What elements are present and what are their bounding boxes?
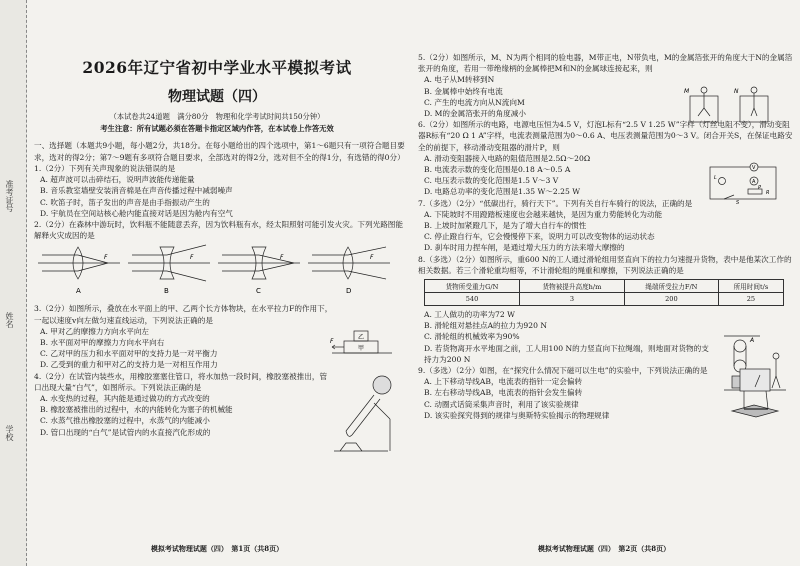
question-9-option-b: B. 左右移动导线AB，电流表的指针会发生偏转 bbox=[424, 388, 583, 398]
page-2-footer: 模拟考试物理试题（四） 第2页（共8页） bbox=[537, 544, 671, 553]
question-9 bbox=[412, 365, 796, 421]
question-5-option-c: C. 产生的电流方向从N流向M bbox=[424, 97, 525, 107]
table-cell-height: 3 bbox=[520, 293, 625, 306]
question-8-option-a: A. 工人做功的功率为72 W bbox=[424, 310, 515, 320]
exam-title: 2026年辽宁省初中学业水平模拟考试 bbox=[82, 58, 352, 77]
question-4 bbox=[28, 371, 406, 438]
exam-notice: 考生注意：所有试题必须在答题卡指定区域内作答，在本试卷上作答无效 bbox=[100, 124, 334, 133]
question-9-option-c: C. 动圈式话筒采集声音时，利用了该实验规律 bbox=[424, 399, 579, 409]
question-6-circuit-figure bbox=[704, 159, 784, 205]
question-9-magnet-figure bbox=[724, 367, 786, 431]
question-3-option-c: C. 乙对甲的压力和水平面对甲的支持力是一对平衡力 bbox=[40, 349, 218, 359]
question-5-option-a: A. 电子从M转移到N bbox=[424, 75, 495, 85]
table-cell-weight: 540 bbox=[425, 293, 520, 306]
question-8-option-b: B. 滑轮组对悬挂点A的拉力为920 N bbox=[424, 321, 547, 331]
table-header-force: 绳端所受拉力F/N bbox=[624, 280, 718, 293]
electroscope-n-label: N bbox=[734, 88, 739, 95]
question-8 bbox=[412, 254, 796, 365]
question-4-option-c: C. 水蒸气推出橡胶塞的过程中，水蒸气的内能减小 bbox=[40, 416, 210, 426]
question-2-lens-diagrams bbox=[28, 241, 398, 299]
question-7 bbox=[412, 198, 796, 254]
question-9-option-a: A. 上下移动导线AB，电流表的指针一定会偏转 bbox=[424, 377, 583, 387]
question-4-test-tube-figure bbox=[324, 373, 400, 455]
question-4-option-b: B. 橡胶塞被推出的过程中，水的内能转化为塞子的机械能 bbox=[40, 405, 233, 415]
question-6-option-b: B. 电流表示数的变化范围是0.18 A～0.5 A bbox=[424, 165, 571, 175]
question-5-stem: 5.（2分）如图所示，M、N为两个相同的验电器，M带正电，N带负电，M的金属箔张开的角度大于N的金属箔张开的角度，若用一带绝缘柄的金属棒把M和N的金属球连接起来，则 bbox=[418, 53, 793, 74]
pulley-anchor-label: A bbox=[750, 336, 755, 344]
question-9-option-d: D. 该实验探究得到的规律与奥斯特实验揭示的物理规律 bbox=[424, 410, 610, 420]
question-6-stem: 6.（2分）如图所示的电路，电源电压恒为4.5 V，灯泡L标有“2.5 V 1.25 W”字样（灯丝电阻不变），滑动变阻器R标有“20 Ω 1 A”字样，电流表测量范围为0～0.6 A、电压表测量范围为0～3 V。闭合开关S，在保证电路安全的前提下，移动滑动变阻器的滑片P，则 bbox=[418, 120, 793, 152]
question-8-stem: 8.（多选）（2分）如图所示，重600 N的工人通过滑轮组用竖直向下的拉力匀速提升货物，表中是他某次工作的相关数据。若三个滑轮重均相等，不计滑轮组的绳重和摩擦，下列说法正确的是 bbox=[418, 254, 792, 275]
slider-label: P bbox=[758, 185, 762, 192]
question-1 bbox=[28, 163, 406, 219]
lens-a-focus-label: F bbox=[104, 254, 108, 262]
question-3-option-a: A. 甲对乙的摩擦力方向水平向左 bbox=[40, 326, 150, 336]
question-5-option-d: D. M的金属箔张开的角度减小 bbox=[424, 109, 526, 119]
question-2-stem: 2.（2分）在森林中游玩时，饮料瓶不能随意丢弃，因为饮料瓶有水，经太阳照射可能引发火灾。下列光路图能解释火灾成因的是 bbox=[34, 220, 403, 241]
lens-d-focus-label: F bbox=[370, 254, 374, 262]
question-3-option-b: B. 水平面对甲的摩擦力方向水平向右 bbox=[40, 338, 165, 348]
question-1-stem: 1.（2分）下列有关声现象的说法错误的是 bbox=[34, 164, 176, 173]
question-6-option-d: D. 电路总功率的变化范围是1.35 W～2.25 W bbox=[424, 187, 581, 197]
question-5-option-b: B. 金属棒中始终有电流 bbox=[424, 86, 503, 96]
table-header-weight: 货物所受重力G/N bbox=[425, 280, 520, 293]
lens-b-focus-label: F bbox=[190, 254, 194, 262]
page-2 bbox=[412, 0, 796, 566]
question-7-option-d: D. 刹车时用力捏车闸，是通过增大压力的方法来增大摩擦的 bbox=[424, 243, 625, 253]
question-8-data-table bbox=[424, 279, 784, 306]
lamp-label: L bbox=[714, 175, 717, 182]
ammeter-label: A bbox=[752, 179, 756, 186]
table-cell-time: 25 bbox=[718, 293, 783, 306]
question-4-stem: 4.（2分）在试管内装些水，用橡胶塞塞住管口，将水加热一段时间，橡胶塞被推出，管口出现大量“白气”，如图所示。下列说法正确的是 bbox=[34, 371, 328, 392]
page-1 bbox=[28, 0, 406, 566]
lens-label-c: C bbox=[256, 287, 261, 296]
question-8-option-d: D. 若货物离开水平地面之前，工人用100 N的力竖直向下拉绳端，则地面对货物的支持力为200 N bbox=[424, 343, 709, 364]
question-3-stem: 3.（2分）如图所示，叠放在水平面上的甲、乙两个长方体物块，在水平拉力F的作用下，一起以速度v向左做匀速直线运动，下列说法正确的是 bbox=[34, 304, 333, 325]
question-1-option-a: A. 超声波可以击碎结石，说明声波能传递能量 bbox=[40, 175, 195, 185]
electroscope-m-label: M bbox=[684, 88, 690, 95]
margin-label-name: 姓名 bbox=[5, 312, 14, 328]
question-6-option-a: A. 滑动变阻器接入电路的阻值范围是2.5Ω～20Ω bbox=[424, 153, 591, 163]
exam-meta: （本试卷共24道题 满分80分 物理和化学考试时间共150分钟） bbox=[109, 112, 325, 121]
question-7-stem: 7.（多选）（2分）“低碳出行，骑行天下”。下列有关自行车骑行的说法，正确的是 bbox=[418, 198, 693, 208]
question-9-stem: 9.（多选）（2分）如图，在“探究什么情况下磁可以生电”的实验中，下列说法正确的是 bbox=[418, 366, 708, 376]
question-3-option-d: D. 乙受到的重力和甲对乙的支持力是一对相互作用力 bbox=[40, 360, 218, 370]
force-label: F bbox=[330, 338, 334, 346]
question-4-option-d: D. 管口出现的“白气”是试管内的水直接汽化形成的 bbox=[40, 427, 211, 437]
page-1-footer: 模拟考试物理试题（四） 第1页（共8页） bbox=[150, 544, 284, 553]
question-1-option-d: D. 宇航员在空间站核心舱内能直接对话是因为舱内有空气 bbox=[40, 208, 233, 218]
question-7-option-c: C. 停止蹬自行车，它会慢慢停下来，说明力可以改变物体的运动状态 bbox=[424, 232, 655, 242]
switch-label: S bbox=[736, 200, 740, 206]
question-3-blocks-figure bbox=[328, 325, 396, 365]
question-4-option-a: A. 水变热的过程，其内能是通过做功的方式改变的 bbox=[40, 394, 210, 404]
question-7-option-a: A. 下陡坡时不用蹬踏板速度也会越来越快，是因为重力势能转化为动能 bbox=[424, 209, 663, 219]
question-2 bbox=[28, 219, 406, 303]
table-cell-force: 200 bbox=[624, 293, 718, 306]
voltmeter-label: V bbox=[752, 165, 756, 172]
margin-label-school: 学校 bbox=[5, 425, 14, 441]
question-1-option-c: C. 吹笛子时，笛子发出的声音是由手指振动产生的 bbox=[40, 197, 210, 207]
margin-label-exam-number: 准考证号 bbox=[5, 180, 14, 212]
question-8-option-c: C. 滑轮组的机械效率为90% bbox=[424, 332, 520, 342]
lens-label-a: A bbox=[76, 287, 81, 296]
exam-subtitle: 物理试题（四） bbox=[168, 89, 266, 105]
lens-label-d: D bbox=[346, 287, 352, 296]
section-1-instructions: 一、选择题（本题共9小题，每小题2分，共18分。在每小题给出的四个选项中，第1～6题只有一项符合题目要求，选对的得2分；第7～9题有多项符合题目要求，全部选对的得2分，选对但不全的得1分，有选错的得0分） bbox=[34, 141, 405, 162]
binding-margin bbox=[0, 0, 27, 566]
block-bottom-label: 甲 bbox=[358, 345, 365, 353]
question-6-option-c: C. 电压表示数的变化范围是1.5 V～3 V bbox=[424, 176, 559, 186]
question-1-option-b: B. 音乐教室墙壁安装消音棉是在声音传播过程中减弱噪声 bbox=[40, 186, 233, 196]
table-header-height: 货物被提升高度h/m bbox=[520, 280, 625, 293]
question-5 bbox=[412, 52, 796, 119]
question-7-option-b: B. 上坡时加紧蹬几下，是为了增大自行车的惯性 bbox=[424, 221, 587, 231]
lens-c-focus-label: F bbox=[280, 254, 284, 262]
block-top-label: 乙 bbox=[358, 334, 365, 342]
rheostat-label: R bbox=[766, 190, 770, 197]
table-header-time: 所用时间t/s bbox=[718, 280, 783, 293]
lens-label-b: B bbox=[164, 287, 169, 296]
question-3 bbox=[28, 303, 406, 370]
